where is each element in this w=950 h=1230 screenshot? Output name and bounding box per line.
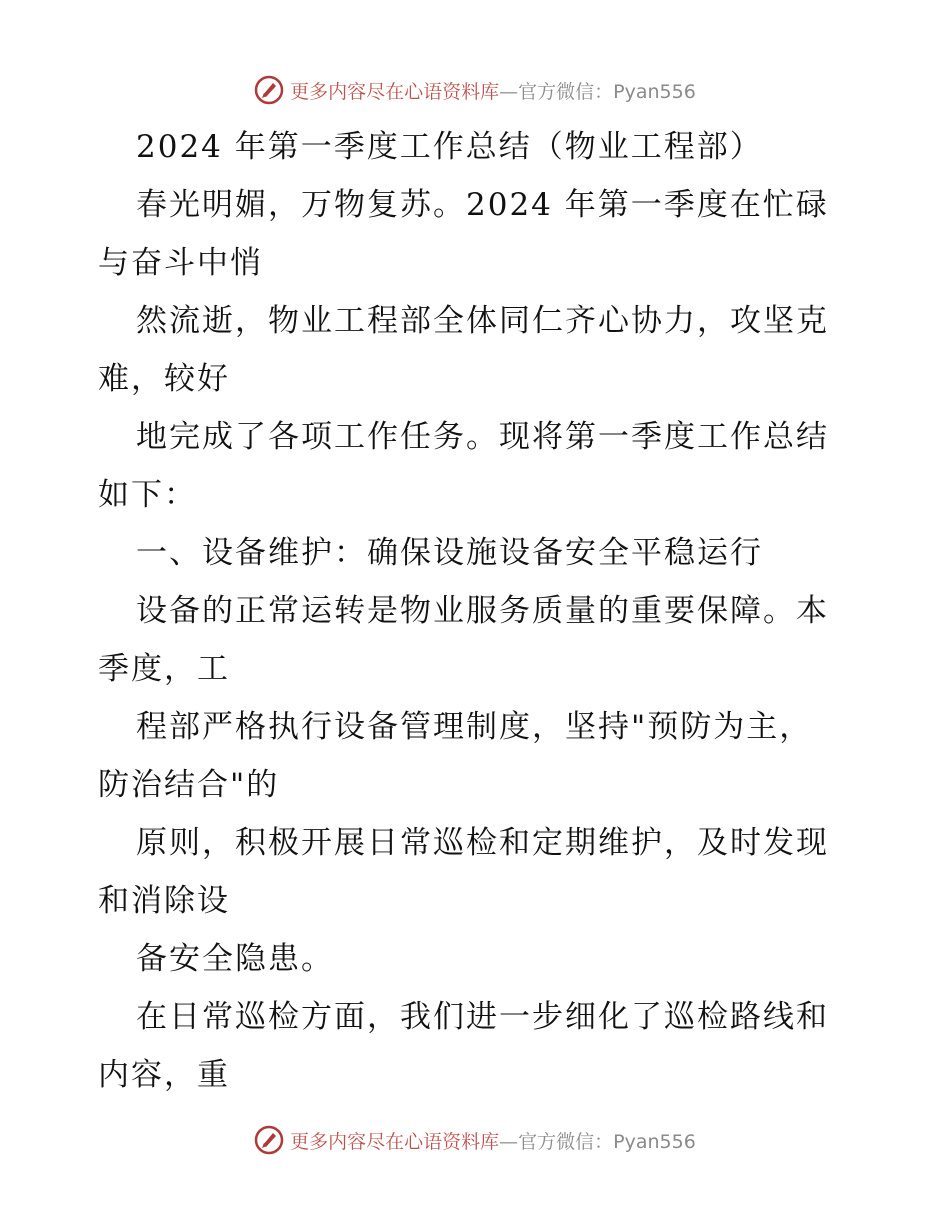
brand-logo-icon bbox=[254, 1125, 284, 1155]
text-line: 春光明媚，万物复苏。2024 年第一季度在忙碌 bbox=[136, 187, 829, 223]
text-line: 在日常巡检方面，我们进一步细化了巡检路线和 bbox=[136, 999, 829, 1035]
text-line: 与奋斗中悄 bbox=[98, 245, 263, 281]
text-line: 季度，工 bbox=[98, 651, 230, 687]
text-line: 然流逝，物业工程部全体同仁齐心协力，攻坚克 bbox=[136, 303, 829, 339]
text-line: 一、设备维护：确保设施设备安全平稳运行 bbox=[136, 535, 763, 571]
text-line: 设备的正常运转是物业服务质量的重要保障。本 bbox=[136, 593, 829, 629]
banner-text: 更多内容尽在心语资料库—官方微信：Pyan556 bbox=[290, 80, 696, 103]
header-banner bbox=[0, 70, 950, 110]
footer-banner bbox=[0, 1120, 950, 1160]
text-line: 和消除设 bbox=[98, 883, 230, 919]
text-line: 地完成了各项工作任务。现将第一季度工作总结 bbox=[136, 419, 829, 455]
text-line: 2024 年第一季度工作总结（物业工程部） bbox=[136, 129, 763, 165]
text-line: 内容，重 bbox=[98, 1057, 230, 1093]
text-line: 防治结合"的 bbox=[98, 767, 280, 803]
document-body bbox=[98, 118, 858, 1104]
text-line: 备安全隐患。 bbox=[136, 941, 334, 977]
text-line: 原则，积极开展日常巡检和定期维护，及时发现 bbox=[136, 825, 829, 861]
text-line: 难，较好 bbox=[98, 361, 230, 397]
brand-logo-icon bbox=[254, 75, 284, 105]
banner-text: 更多内容尽在心语资料库—官方微信：Pyan556 bbox=[290, 1130, 696, 1153]
text-line: 如下： bbox=[98, 477, 197, 513]
text-line: 程部严格执行设备管理制度，坚持"预防为主， bbox=[136, 709, 813, 745]
